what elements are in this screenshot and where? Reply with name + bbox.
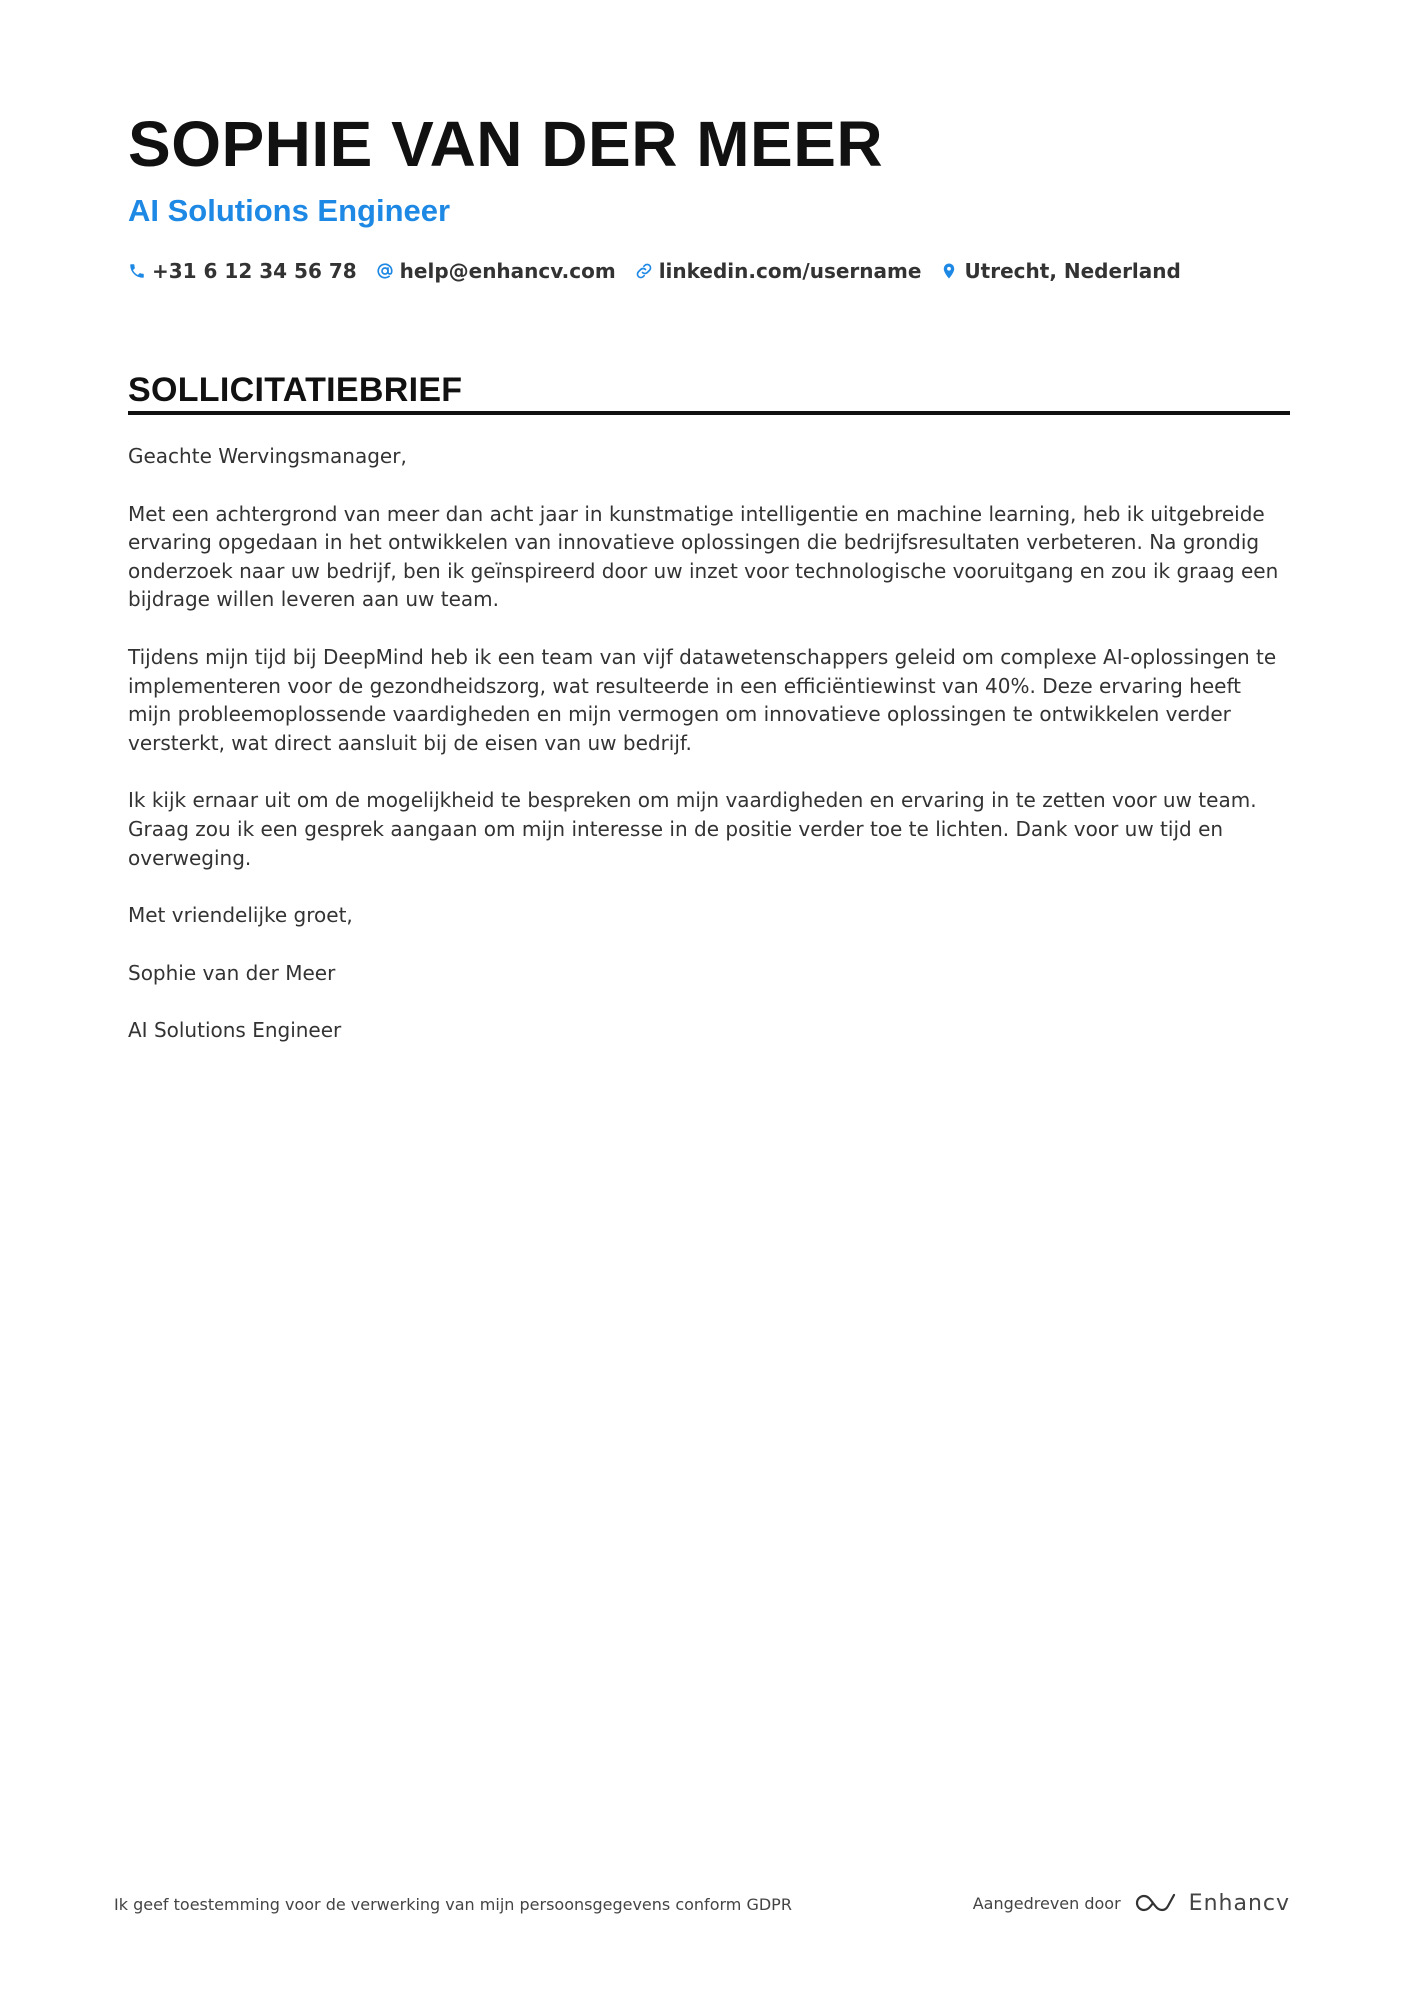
candidate-role: AI Solutions Engineer xyxy=(128,193,451,228)
enhancv-logo-icon xyxy=(1133,1890,1179,1916)
letter-paragraph: Tijdens mijn tijd bij DeepMind heb ik een team van vijf datawetenschappers geleid om complexe AI-oplossingen te implementeren voor de gezondheidszorg, wat resulteerde in een efficiëntiewinst van 40%. Deze ervaring heeft mijn probleemoplossende vaardigheden en mijn vermogen om innovatieve oplossingen te ontwikkelen verder versterkt, wat direct aansluit bij de eisen van uw bedrijf. xyxy=(128,644,1277,755)
contact-location xyxy=(940,259,1180,283)
letter-paragraph: Met een achtergrond van meer dan acht jaar in kunstmatige intelligentie en machine learning, heb ik uitgebreide ervaring opgedaan in het ontwikkelen van innovatieve oplossingen die bedrijfsresultaten verbeteren. Na grondig onderzoek naar uw bedrijf, ben ik geïnspireerd door uw inzet voor technologische vooruitgang en zou ik graag een bijdrage willen leveren aan uw team. xyxy=(128,501,1279,612)
link-icon xyxy=(635,262,653,280)
contact-phone-text: +31 6 12 34 56 78 xyxy=(152,259,357,283)
signature-name: Sophie van der Meer xyxy=(128,960,336,985)
section-divider xyxy=(128,411,1290,415)
section-title: SOLLICITATIEBRIEF xyxy=(128,371,463,409)
letter-body xyxy=(128,442,1290,1074)
contact-phone[interactable] xyxy=(128,259,357,283)
enhancv-brand: Enhancv xyxy=(1188,1890,1290,1916)
gdpr-consent: Ik geef toestemming voor de verwerking van mijn persoonsgegevens conform GDPR xyxy=(114,1895,792,1914)
cover-letter-page xyxy=(128,105,1290,1043)
contact-email-text: help@enhancv.com xyxy=(399,259,616,283)
contact-email[interactable] xyxy=(376,259,616,283)
powered-by[interactable] xyxy=(973,1890,1290,1916)
phone-icon xyxy=(128,262,146,280)
letter-paragraph: Ik kijk ernaar uit om de mogelijkheid te bespreken om mijn vaardigheden en ervaring in te zetten voor uw team. Graag zou ik een gesprek aangaan om mijn interesse in de positie verder toe te lichten. Dank voor uw tijd en overweging. xyxy=(128,788,1257,870)
contact-location-text: Utrecht, Nederland xyxy=(964,259,1181,283)
candidate-name: SOPHIE VAN DER MEER xyxy=(128,108,884,180)
contact-linkedin-text: linkedin.com/username xyxy=(658,259,922,283)
letter-salutation: Geachte Wervingsmanager, xyxy=(128,444,407,468)
location-icon xyxy=(940,262,958,280)
contact-linkedin[interactable] xyxy=(635,259,922,283)
contact-bar xyxy=(128,257,1290,285)
powered-by-label: Aangedreven door xyxy=(972,1893,1121,1913)
signature-title: AI Solutions Engineer xyxy=(128,1018,342,1043)
at-icon xyxy=(376,262,394,280)
letter-closing: Met vriendelijke groet, xyxy=(128,903,353,928)
